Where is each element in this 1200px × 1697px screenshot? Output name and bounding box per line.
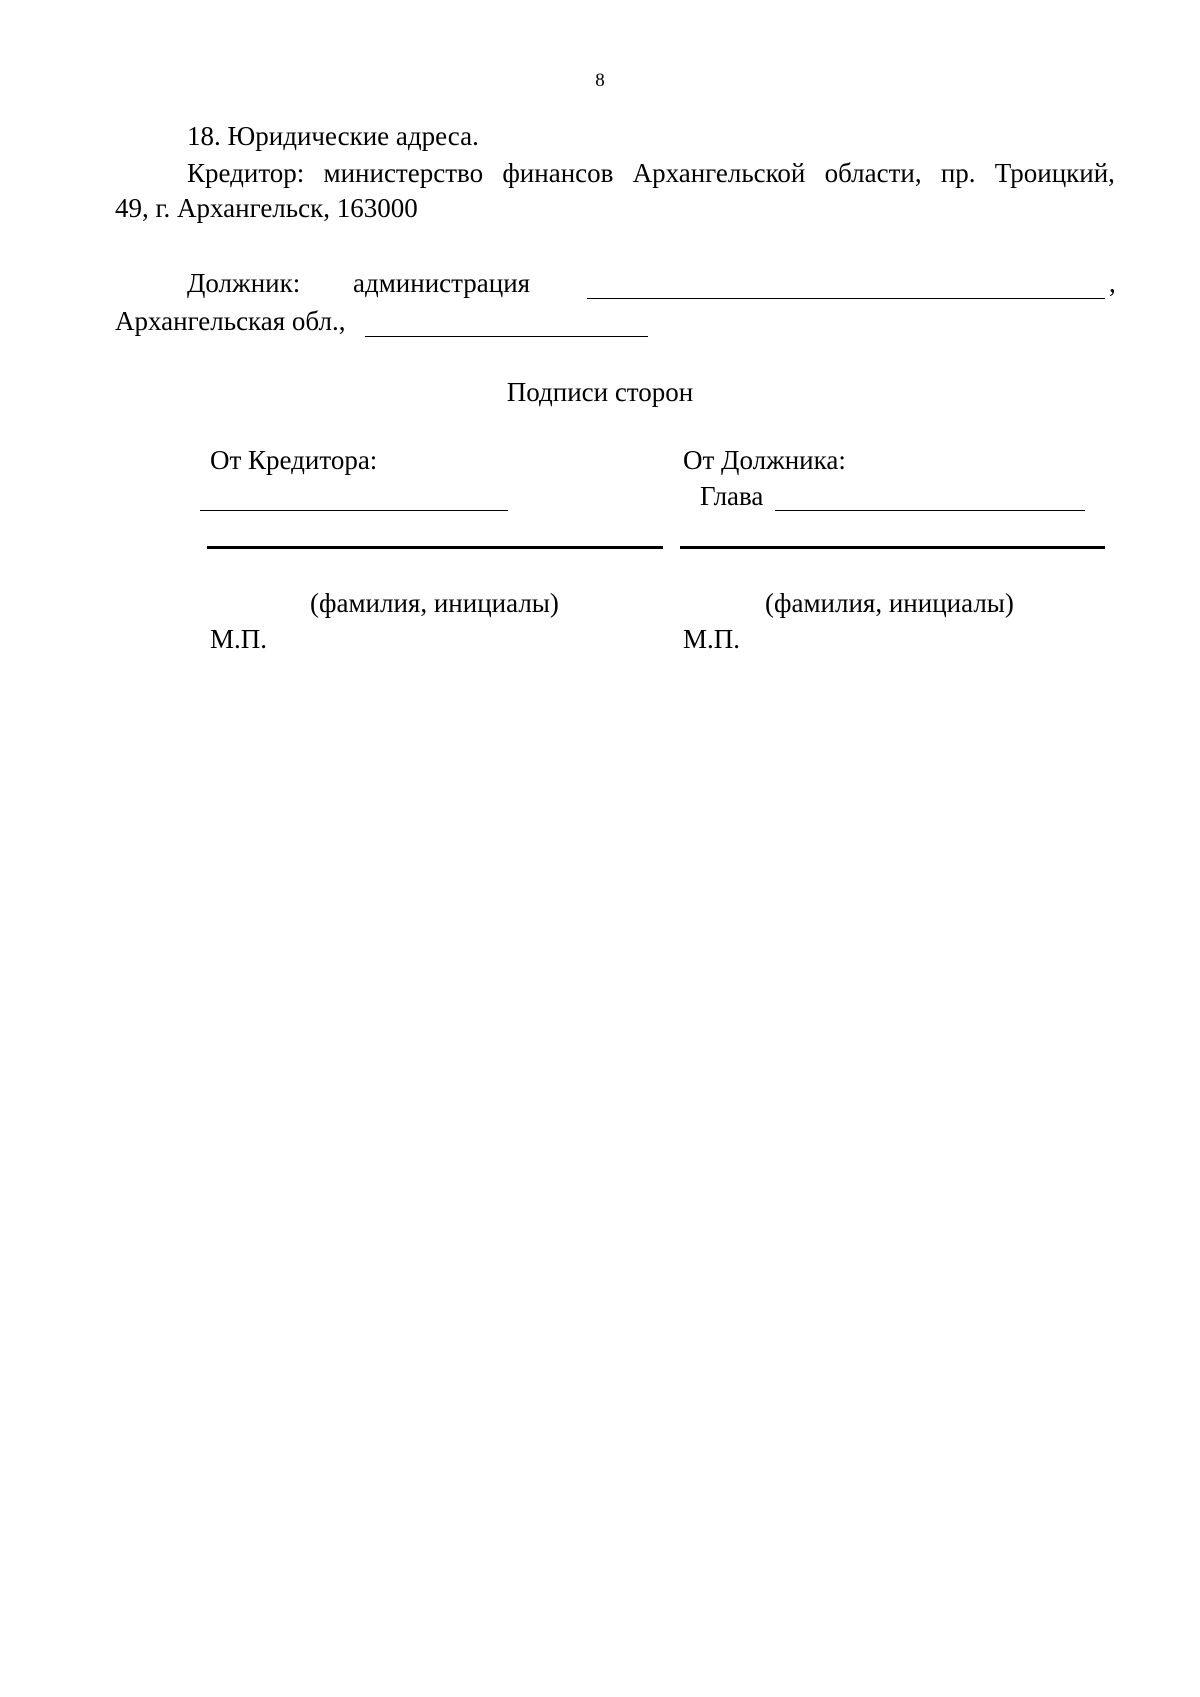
debtor-seal-mark: М.П. bbox=[683, 624, 741, 654]
head-signature-blank bbox=[775, 510, 1085, 511]
creditor-word: Кредитор: bbox=[187, 158, 305, 188]
signatures-heading: Подписи сторон bbox=[506, 377, 694, 407]
creditor-address-line-1 bbox=[187, 158, 1115, 189]
creditor-word: области, bbox=[824, 158, 922, 188]
creditor-seal-mark: М.П. bbox=[210, 624, 268, 654]
creditor-address-line-2: 49, г. Архангельск, 163000 bbox=[115, 193, 418, 223]
creditor-word: пр. bbox=[940, 158, 976, 188]
debtor-name-blank bbox=[587, 298, 1105, 299]
debtor-signature-label: От Должника: bbox=[683, 445, 846, 475]
debtor-organization: администрация bbox=[353, 268, 531, 298]
creditor-signature-label: От Кредитора: bbox=[210, 445, 378, 475]
creditor-word: министерство bbox=[323, 158, 484, 188]
debtor-comma: , bbox=[1109, 268, 1116, 298]
debtor-name-line bbox=[680, 546, 1105, 549]
debtor-name-caption: (фамилия, инициалы) bbox=[765, 588, 1014, 618]
creditor-signature-blank bbox=[200, 510, 508, 511]
creditor-name-line bbox=[207, 546, 663, 549]
creditor-word: финансов bbox=[502, 158, 614, 188]
debtor-label: Должник: bbox=[187, 268, 301, 298]
debtor-address-blank bbox=[365, 336, 648, 337]
debtor-address-line-2: Архангельская обл., bbox=[115, 306, 346, 336]
creditor-word: Архангельской bbox=[632, 158, 806, 188]
head-label: Глава bbox=[700, 481, 764, 511]
page-number: 8 bbox=[595, 70, 605, 91]
addresses-title: 18. Юридические адреса. bbox=[187, 121, 479, 151]
creditor-word: Троицкий, bbox=[994, 158, 1115, 188]
creditor-name-caption: (фамилия, инициалы) bbox=[310, 588, 559, 618]
